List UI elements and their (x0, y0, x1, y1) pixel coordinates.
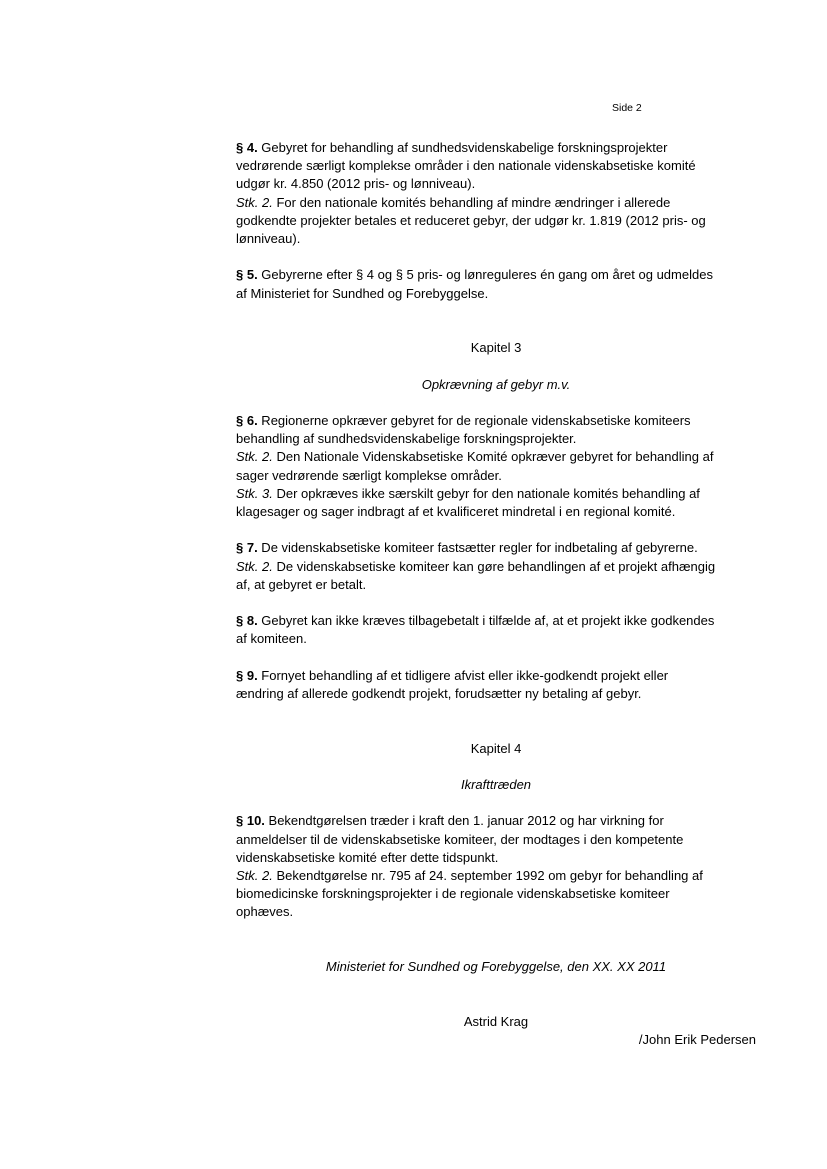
paragraph-line: vedrørende særligt komplekse områder i den nationale videnskabsetiske komité (236, 158, 696, 174)
subsection-line (236, 194, 756, 212)
paragraph-line (236, 412, 756, 430)
paragraph-line (236, 539, 756, 557)
paragraph-7 (236, 539, 756, 594)
subsection-label: Stk. 2. (236, 449, 273, 465)
paragraph-9 (236, 667, 756, 703)
paragraph-text: Gebyret kan ikke kræves tilbagebetalt i tilfælde af, at et projekt ikke godkendes (257, 613, 715, 629)
subsection-line: af, at gebyret er betalt. (236, 576, 367, 592)
subsection-line (236, 485, 756, 503)
subsection-line (236, 448, 756, 466)
document-body (236, 139, 756, 1049)
subsection-label: Stk. 3. (236, 485, 273, 501)
paragraph-number: § 4. (236, 140, 258, 155)
subsection-line (236, 558, 756, 576)
paragraph-8 (236, 612, 756, 648)
subsection-text: For den nationale komités behandling af mindre ændringer i allerede (272, 194, 671, 210)
subsection-text: Den Nationale Videnskabsetiske Komité opkræver gebyret for behandling af (272, 449, 714, 465)
chapter-3-heading: Kapitel 3 (470, 340, 522, 356)
ministry-date-line: Ministeriet for Sundhed og Forebyggelse, den XX. XX 2011 (325, 958, 667, 974)
paragraph-line (236, 667, 756, 685)
paragraph-line (236, 139, 756, 157)
subsection-text: De videnskabsetiske komiteer kan gøre behandlingen af et projekt afhængig (272, 558, 716, 574)
paragraph-text: Bekendtgørelsen træder i kraft den 1. januar 2012 og har virkning for (264, 813, 664, 829)
subsection-label: Stk. 2. (236, 558, 273, 574)
chapter-4-heading: Kapitel 4 (470, 740, 522, 756)
paragraph-10 (236, 812, 756, 921)
paragraph-number: § 9. (236, 667, 258, 683)
paragraph-text: Fornyet behandling af et tidligere afvist eller ikke-godkendt projekt eller (257, 667, 669, 683)
paragraph-line: udgør kr. 4.850 (2012 pris- og lønniveau). (236, 176, 476, 192)
chapter-3-title: Opkrævning af gebyr m.v. (421, 376, 571, 392)
subsection-line: lønniveau). (236, 231, 301, 247)
paragraph-text: Gebyret for behandling af sundhedsvidenskabelige forskningsprojekter (257, 140, 668, 155)
paragraph-number: § 7. (236, 540, 258, 556)
paragraph-number: § 8. (236, 613, 258, 629)
paragraph-line: af komiteen. (236, 631, 307, 647)
subsection-line (236, 867, 756, 885)
paragraph-line (236, 266, 756, 284)
subsection-label: Stk. 2. (236, 194, 273, 210)
subsection-line: ophæves. (236, 904, 294, 920)
paragraph-line (236, 612, 756, 630)
paragraph-line: videnskabsetiske komité efter dette tidspunkt. (236, 849, 499, 865)
paragraph-text: De videnskabsetiske komiteer fastsætter regler for indbetaling af gebyrerne. (257, 540, 698, 556)
subsection-text: Der opkræves ikke særskilt gebyr for den nationale komités behandling af (272, 485, 700, 501)
subsection-label: Stk. 2. (236, 867, 273, 883)
minister-name: Astrid Krag (463, 1013, 529, 1029)
page-number: Side 2 (612, 102, 642, 114)
subsection-line: klagesager og sager indbragt af et kvalificeret mindretal i en regional komité. (236, 503, 676, 519)
subsection-line: godkendte projekter betales et reduceret gebyr, der udgør kr. 1.819 (2012 pris- og (236, 212, 706, 228)
paragraph-number: § 10. (236, 813, 265, 829)
paragraph-text: Gebyrerne efter § 4 og § 5 pris- og lønreguleres én gang om året og udmeldes (257, 267, 713, 283)
paragraph-6 (236, 412, 756, 521)
paragraph-line (236, 812, 756, 830)
subsection-line: sager vedrørende særligt komplekse områder. (236, 467, 502, 483)
subsection-line: biomedicinske forskningsprojekter i de regionale videnskabsetiske komiteer (236, 886, 670, 902)
paragraph-line: anmeldelser til de videnskabsetiske komiteer, der modtages i den kompetente (236, 831, 684, 847)
paragraph-number: § 5. (236, 267, 258, 283)
countersign-name: /John Erik Pedersen (638, 1031, 756, 1047)
paragraph-line: ændring af allerede godkendt projekt, forudsætter ny betaling af gebyr. (236, 685, 642, 701)
paragraph-text: Regionerne opkræver gebyret for de regionale videnskabsetiske komiteers (257, 412, 691, 428)
subsection-text: Bekendtgørelse nr. 795 af 24. september 1992 om gebyr for behandling af (272, 867, 703, 883)
paragraph-5 (236, 266, 756, 302)
chapter-4-title: Ikrafttræden (460, 776, 532, 792)
paragraph-line: af Ministeriet for Sundhed og Forebyggelse. (236, 285, 489, 301)
paragraph-4 (236, 139, 756, 248)
paragraph-line: behandling af sundhedsvidenskabelige forskningsprojekter. (236, 431, 577, 447)
paragraph-number: § 6. (236, 412, 258, 428)
